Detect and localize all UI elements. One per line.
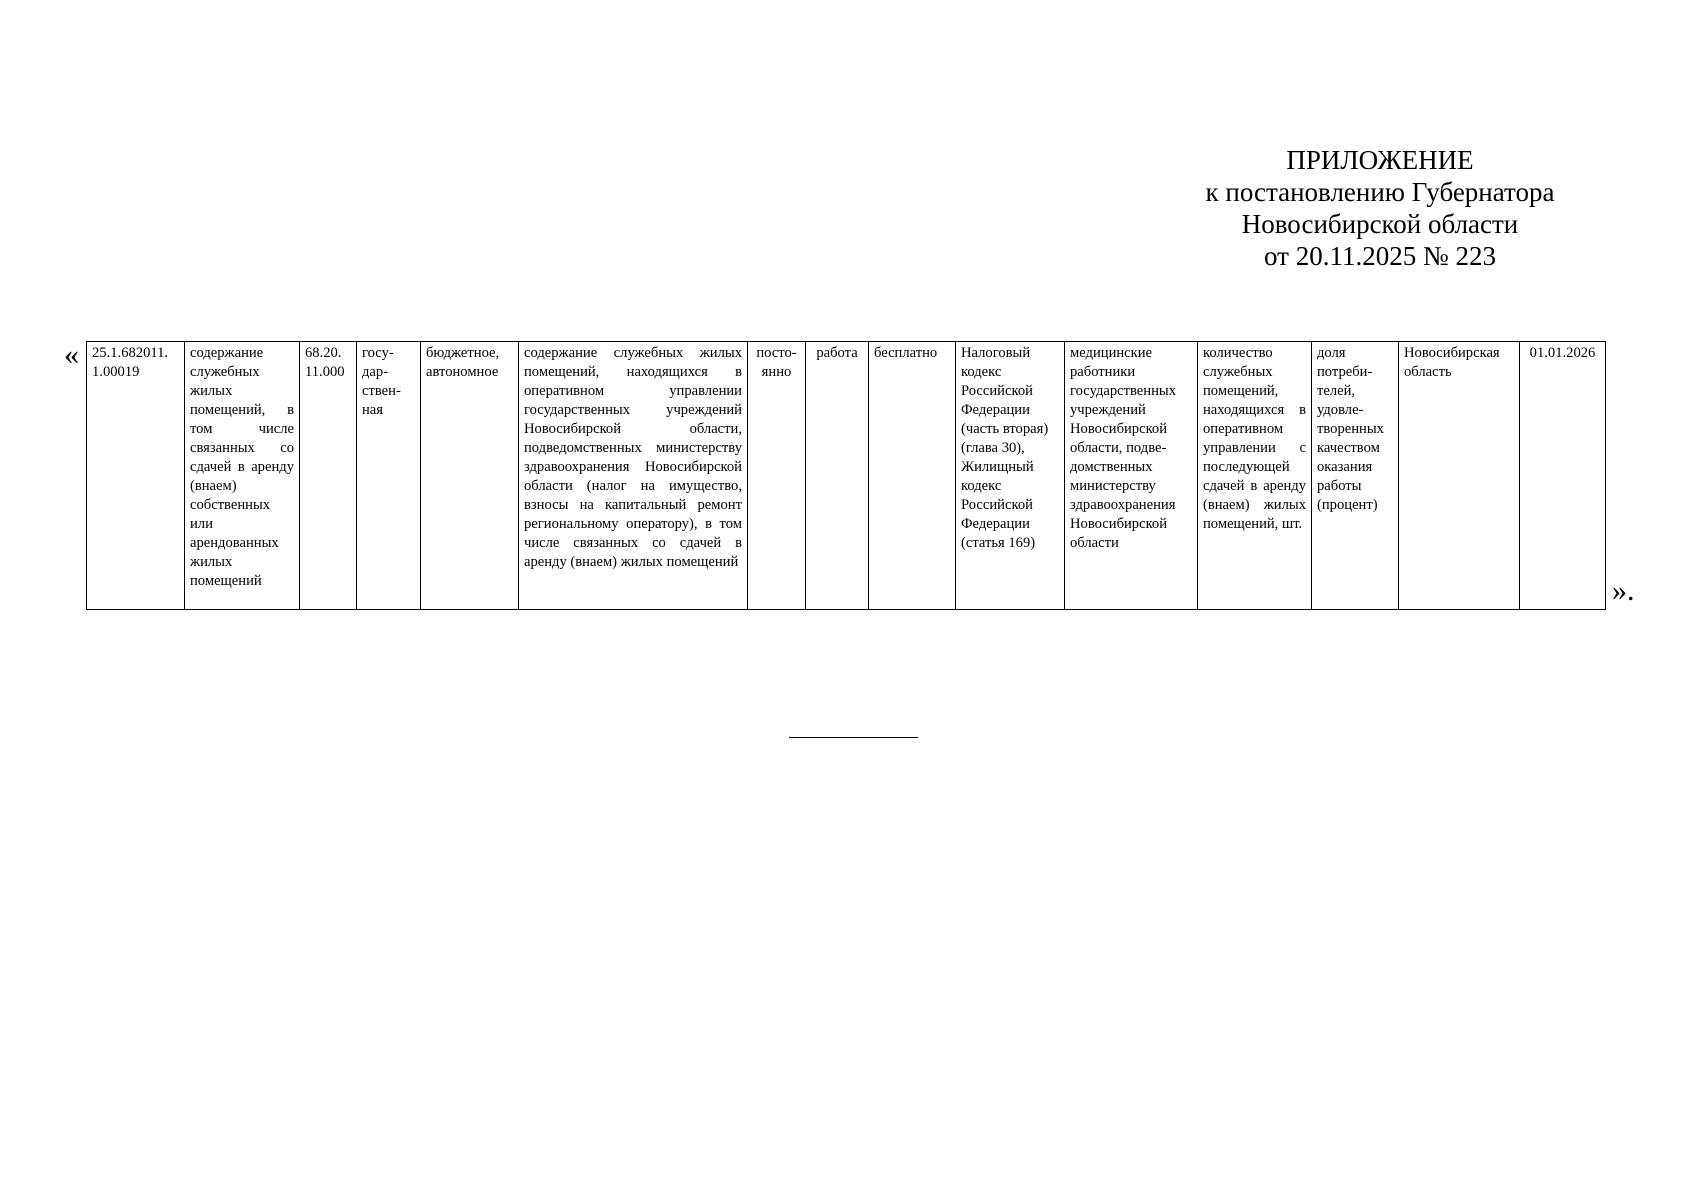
cell-legal-basis: Налоговый кодекс Российской Федерации (часть вторая) (глава 30), Жилищный кодекс Российской Федерации (статья 169) [956,342,1065,610]
opening-quote: « [64,338,79,371]
registry-table [86,341,1606,610]
cell-registry-number: 25.1.682011. 1.00019 [87,342,185,610]
appendix-resolution-line: к постановлению Губернатора [1205,177,1555,207]
cell-okved-code: 68.20. 11.000 [300,342,357,610]
appendix-region-line: Новосибирской области [1241,209,1519,239]
cell-service-type: работа [806,342,869,610]
end-separator-line [789,737,918,738]
cell-start-date: 01.01.2026 [1520,342,1606,610]
appendix-date-number: от 20.11.2025 № 223 [1264,241,1496,271]
closing-quote: ». [1612,574,1635,607]
cell-institution-type: бюджетное, автономное [421,342,519,610]
appendix-title: ПРИЛОЖЕНИЕ [1286,145,1474,175]
cell-service-name: содержание служебных жилых помещений, в том числе связанных со сдачей в аренду (внаем) собственных или арендованных жилых помещений [185,342,300,610]
cell-payment-type: бесплатно [869,342,956,610]
cell-work-content: содержание служебных жилых помещений, находящихся в оперативном управлении государственных учреждений Новосибирской области, подведомственных министерству здравоохранения Новосибирской области (налог на имущество, взносы на капитальный ремонт региональному оператору), в том числе связанных со сдачей в аренду (внаем) жилых помещений [519,342,748,610]
cell-ownership-form: госу- дар- ствен- ная [357,342,421,610]
cell-quality-indicator: доля потреби- телей, удовле- творенных качеством оказания работы (процент) [1312,342,1399,610]
cell-territory: Новосибирская область [1399,342,1520,610]
appendix-header [1150,144,1610,272]
table-row [87,342,1606,610]
cell-consumers: медицинские работники государственных учреждений Новосибирской области, подве-домственных министерству здравоохранения Новосибирской области [1065,342,1198,610]
cell-periodicity: посто- янно [748,342,806,610]
cell-volume-indicator: количество служебных помещений, находящихся в оперативном управлении с последующей сдачей в аренду (внаем) жилых помещений, шт. [1198,342,1312,610]
